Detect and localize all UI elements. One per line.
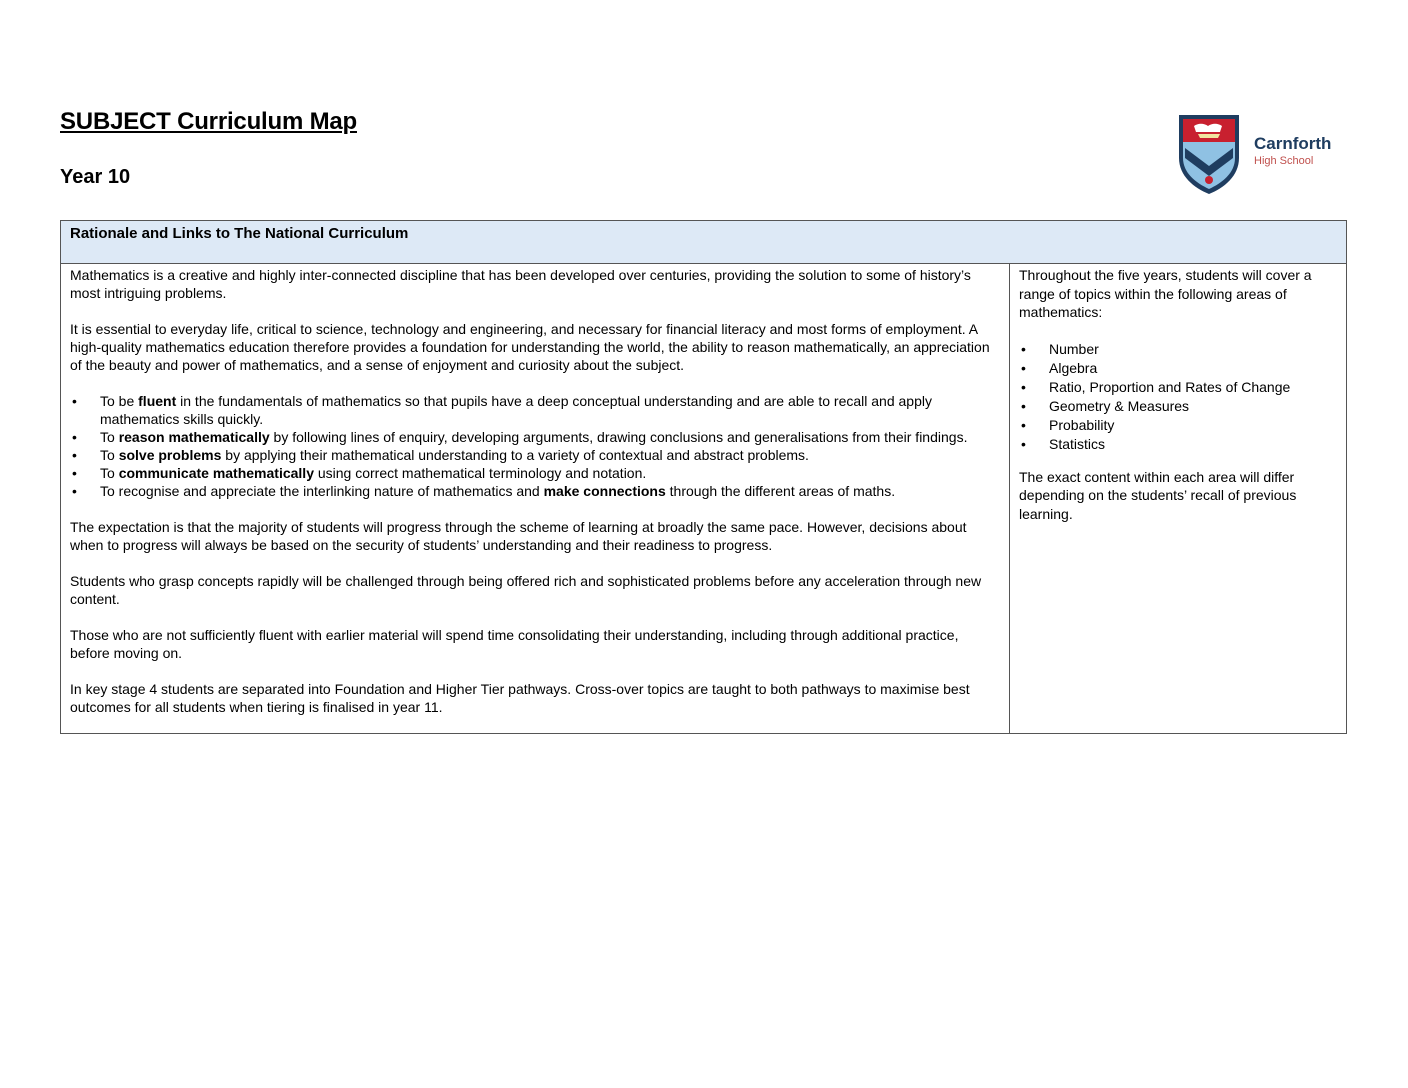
topic-item: • Probability [1019,416,1337,435]
paragraph-consolidation: Those who are not sufficiently fluent with earlier material will spend time consolidating their understanding, including through additional practice, before moving on. [70,627,959,661]
topics-cell [1010,264,1347,734]
topic-item: • Statistics [1019,435,1337,454]
aim-item: • To be fluent in the fundamentals of mathematics so that pupils have a deep conceptual understanding and are able to recall and apply mathematics skills quickly. [70,392,1000,428]
topics-intro: Throughout the five years, students will cover a range of topics within the following areas of mathematics: [1019,267,1312,320]
rationale-cell [61,264,1010,734]
school-name: Carnforth [1254,134,1332,153]
school-subtitle: High School [1254,155,1314,167]
paragraph-tiers: In key stage 4 students are separated into Foundation and Higher Tier pathways. Cross-over topics are taught to both pathways to maximise best outcomes for all students when tiering is finalised in year 11. [70,681,970,715]
school-crest-icon [1176,112,1242,196]
aim-item: • To solve problems by applying their mathematical understanding to a variety of contextual and abstract problems. [70,446,1000,464]
year-heading: Year 10 [60,166,131,188]
aims-list [70,392,1000,500]
aim-item: • To reason mathematically by following lines of enquiry, developing arguments, drawing conclusions and generalisations from their findings. [70,428,1000,446]
curriculum-table [60,220,1347,734]
aim-item: • To recognise and appreciate the interlinking nature of mathematics and make connections through the different areas of maths. [70,482,1000,500]
topic-item: • Algebra [1019,359,1337,378]
table-heading: Rationale and Links to The National Curriculum [61,221,1347,264]
topic-item: • Ratio, Proportion and Rates of Change [1019,378,1337,397]
paragraph-expectation: The expectation is that the majority of students will progress through the scheme of learning at broadly the same pace. However, decisions about when to progress will always be based on the security of students’ understanding and their readiness to progress. [70,519,967,553]
paragraph-challenge: Students who grasp concepts rapidly will be challenged through being offered rich and sophisticated problems before any acceleration through new content. [70,573,982,607]
school-logo [1176,112,1346,198]
topics-outro: The exact content within each area will differ depending on the students’ recall of previous learning. [1019,468,1297,522]
page-title: SUBJECT Curriculum Map [60,108,357,135]
paragraph-importance: It is essential to everyday life, critical to science, technology and engineering, and necessary for financial literacy and most forms of employment. A high-quality mathematics education therefore provides a foundation for understanding the world, the ability to reason mathematically, an appreciation of the beauty and power of mathematics, and a sense of enjoyment and curiosity about the subject. [70,321,990,373]
topic-item: • Geometry & Measures [1019,397,1337,416]
paragraph-intro: Mathematics is a creative and highly inter-connected discipline that has been developed over centuries, providing the solution to some of history’s most intriguing problems. [70,267,971,301]
topics-list [1019,340,1337,454]
aim-item: • To communicate mathematically using correct mathematical terminology and notation. [70,464,1000,482]
topic-item: • Number [1019,340,1337,359]
